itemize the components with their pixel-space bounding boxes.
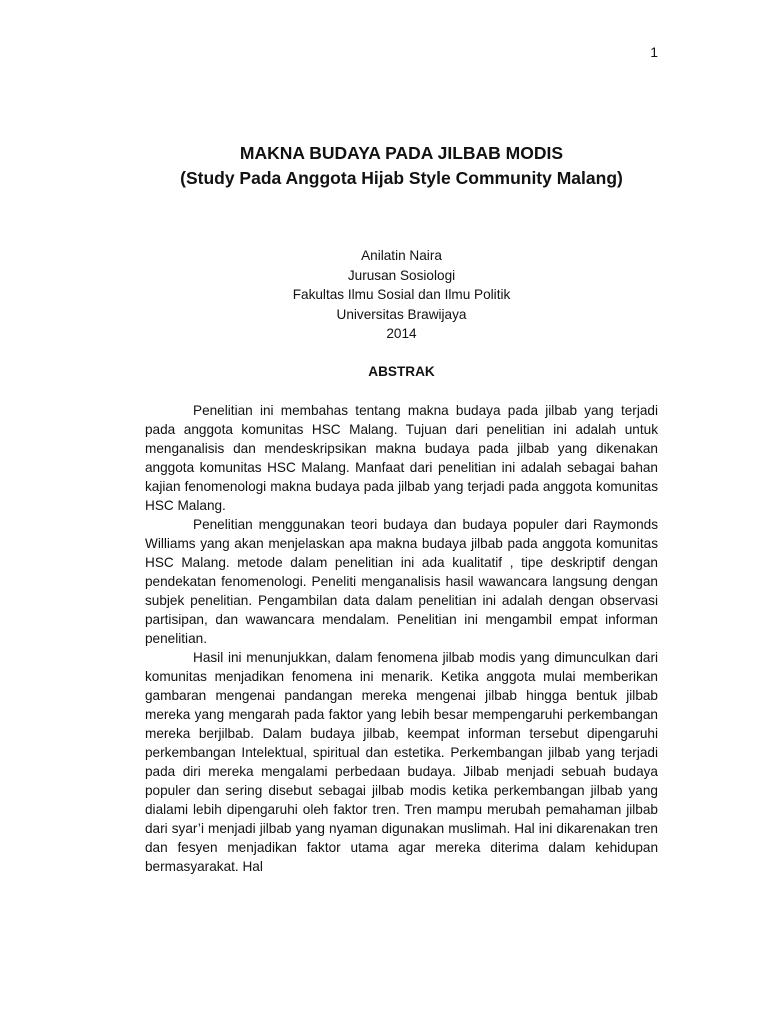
abstract-paragraph: Penelitian menggunakan teori budaya dan budaya populer dari Raymonds Williams yang akan menjelaskan apa makna budaya jilbab pada anggota komunitas HSC Malang. metode dalam penelitian ini ada kualitatif , tipe deskriptif dengan pendekatan fenomenologi. Peneliti menganalisis hasil wawancara langsung dengan subjek penelitian. Pengambilan data dalam penelitian ini adalah dengan observasi partisipan, dan wawancara mendalam. Penelitian ini mengambil empat informan penelitian. — [145, 517, 658, 646]
author-info — [145, 246, 658, 344]
author-name: Anilatin Naira — [361, 248, 442, 263]
page-number: 1 — [650, 44, 658, 60]
title-subtitle: (Study Pada Anggota Hijab Style Community Malang) — [180, 168, 623, 188]
abstract-paragraph: Hasil ini menunjukkan, dalam fenomena jilbab modis yang dimunculkan dari komunitas menjadikan fenomena ini menarik. Ketika anggota mulai memberikan gambaran mengenai pandangan mereka mengenai jilbab hingga bentuk jilbab mereka yang mengarah pada faktor yang lebih besar mempengaruhi perkembangan mereka berjilbab. Dalam budaya jilbab, keempat informan tersebut dipengaruhi perkembangan Intelektual, spiritual dan estetika. Perkembangan jilbab yang terjadi pada diri mereka mengalami perbedaan budaya. Jilbab menjadi sebuah budaya populer dan sering disebut sebagai jilbab modis ketika perkembangan jilbab yang dialami lebih dipengaruhi oleh faktor tren. Tren mampu merubah pemahaman jilbab dari syar’i menjadi jilbab yang nyaman digunakan muslimah. Hal ini dikarenakan tren dan fesyen menjadikan faktor utama agar mereka diterima dalam kehidupan bermasyarakat. Hal — [145, 650, 658, 874]
title-main: MAKNA BUDAYA PADA JILBAB MODIS — [239, 143, 564, 163]
abstract-paragraph: Penelitian ini membahas tentang makna budaya pada jilbab yang terjadi pada anggota komunitas HSC Malang. Tujuan dari penelitian ini adalah untuk menganalisis dan mendeskripsikan makna budaya pada jilbab yang dikenakan anggota komunitas HSC Malang. Manfaat dari penelitian ini adalah sebagai bahan kajian fenomenologi makna budaya pada jilbab yang terjadi pada anggota komunitas HSC Malang. — [145, 403, 658, 513]
abstract-heading: ABSTRAK — [368, 364, 435, 379]
author-department: Jurusan Sosiologi — [347, 267, 456, 283]
document-title — [145, 141, 658, 191]
author-year: 2014 — [386, 326, 417, 341]
abstract-body — [145, 401, 658, 876]
author-university: Universitas Brawijaya — [336, 306, 467, 322]
author-faculty: Fakultas Ilmu Sosial dan Ilmu Politik — [292, 287, 511, 302]
